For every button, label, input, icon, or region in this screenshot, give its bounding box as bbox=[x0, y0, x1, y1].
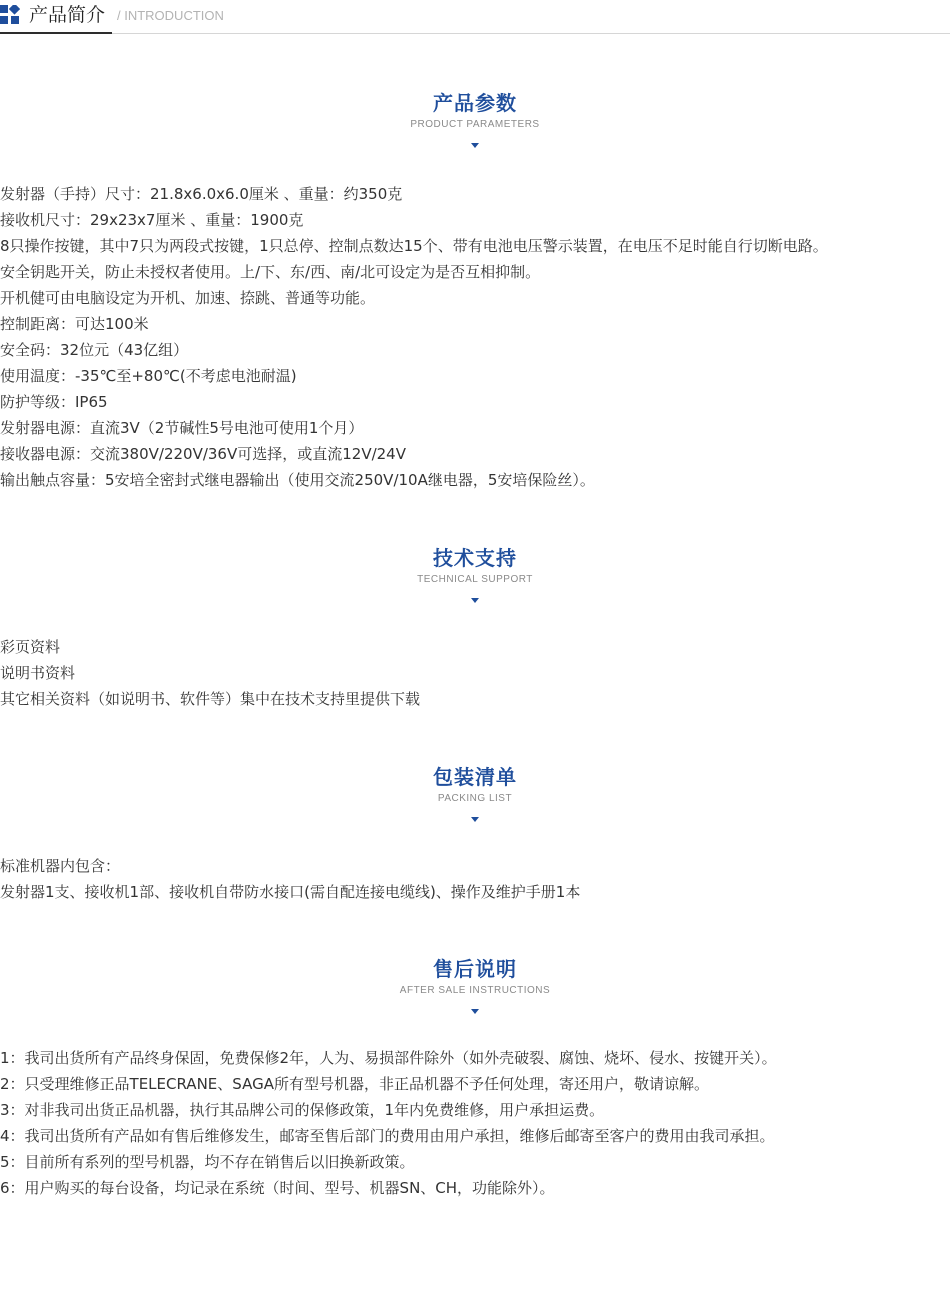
list-item: 发射器（手持）尺寸：21.8x6.0x6.0厘米 、重量：约350克 bbox=[0, 185, 403, 203]
section-title: 技术支持 bbox=[433, 546, 517, 570]
list-item: 3：对非我司出货正品机器，执行其品牌公司的保修政策，1年内免费维修，用户承担运费。 bbox=[0, 1101, 605, 1119]
section-title: 包装清单 bbox=[433, 765, 517, 789]
section-subtitle: PACKING LIST bbox=[437, 793, 513, 804]
list-item: 标准机器内包含： bbox=[0, 857, 121, 875]
list-item: 接收器电源：交流380V/220V/36V可选择，或直流12V/24V bbox=[0, 445, 406, 463]
list-item: 说明书资料 bbox=[0, 664, 76, 682]
list-item: 发射器1支、接收机1部、接收机自带防水接口(需自配连接电缆线)、操作及维护手册1本 bbox=[0, 883, 581, 901]
section-header-aftersale bbox=[0, 956, 950, 1014]
list-item: 其它相关资料（如说明书、软件等）集中在技术支持里提供下载 bbox=[0, 690, 421, 708]
list-item: 使用温度：-35℃至+80℃(不考虑电池耐温) bbox=[0, 367, 297, 385]
grid-icon bbox=[0, 5, 20, 25]
section-subtitle: TECHNICAL SUPPORT bbox=[417, 574, 533, 585]
section-header-support bbox=[0, 545, 950, 603]
section-title: 售后说明 bbox=[433, 957, 517, 981]
list-item: 2：只受理维修正品TELECRANE、SAGA所有型号机器，非正品机器不予任何处理，寄还用户，敬请谅解。 bbox=[0, 1075, 709, 1093]
list-item: 控制距离：可达100米 bbox=[0, 315, 149, 333]
chevron-down-icon bbox=[471, 1009, 479, 1014]
chevron-down-icon bbox=[471, 598, 479, 603]
params-list bbox=[0, 181, 950, 493]
intro-header bbox=[0, 0, 950, 34]
section-subtitle: AFTER SALE INSTRUCTIONS bbox=[399, 985, 551, 996]
support-list bbox=[0, 634, 950, 712]
section-title: 产品参数 bbox=[433, 91, 517, 115]
list-item: 4：我司出货所有产品如有售后维修发生，邮寄至售后部门的费用由用户承担，维修后邮寄至客户的费用由我司承担。 bbox=[0, 1127, 775, 1145]
list-item: 接收机尺寸：29x23x7厘米 、重量：1900克 bbox=[0, 211, 304, 229]
chevron-down-icon bbox=[471, 143, 479, 148]
section-subtitle: PRODUCT PARAMETERS bbox=[410, 119, 540, 130]
list-item: 防护等级：IP65 bbox=[0, 393, 108, 411]
packing-list bbox=[0, 853, 950, 905]
list-item: 1：我司出货所有产品终身保固，免费保修2年，人为、易损部件除外（如外壳破裂、腐蚀、烧坏、侵水、按键开关）。 bbox=[0, 1049, 777, 1067]
section-header-params bbox=[0, 90, 950, 148]
list-item: 8只操作按键，其中7只为两段式按键，1只总停、控制点数达15个、带有电池电压警示装置，在电压不足时能自行切断电路。 bbox=[0, 237, 828, 255]
list-item: 输出触点容量：5安培全密封式继电器输出（使用交流250V/10A继电器，5安培保险丝）。 bbox=[0, 471, 595, 489]
list-item: 发射器电源：直流3V（2节碱性5号电池可使用1个月） bbox=[0, 419, 364, 437]
intro-underline bbox=[0, 32, 112, 34]
list-item: 安全码：32位元（43亿组） bbox=[0, 341, 189, 359]
intro-title: 产品简介 bbox=[29, 4, 106, 26]
chevron-down-icon bbox=[471, 817, 479, 822]
list-item: 安全钥匙开关，防止未授权者使用。上/下、东/西、南/北可设定为是否互相抑制。 bbox=[0, 263, 541, 281]
intro-subtitle: / INTRODUCTION bbox=[117, 8, 224, 23]
aftersale-list bbox=[0, 1045, 950, 1201]
list-item: 彩页资料 bbox=[0, 638, 61, 656]
section-header-packing bbox=[0, 764, 950, 822]
list-item: 6：用户购买的每台设备，均记录在系统（时间、型号、机器SN、CH，功能除外）。 bbox=[0, 1179, 555, 1197]
list-item: 开机健可由电脑设定为开机、加速、捺跳、普通等功能。 bbox=[0, 289, 376, 307]
list-item: 5：目前所有系列的型号机器，均不存在销售后以旧换新政策。 bbox=[0, 1153, 415, 1171]
